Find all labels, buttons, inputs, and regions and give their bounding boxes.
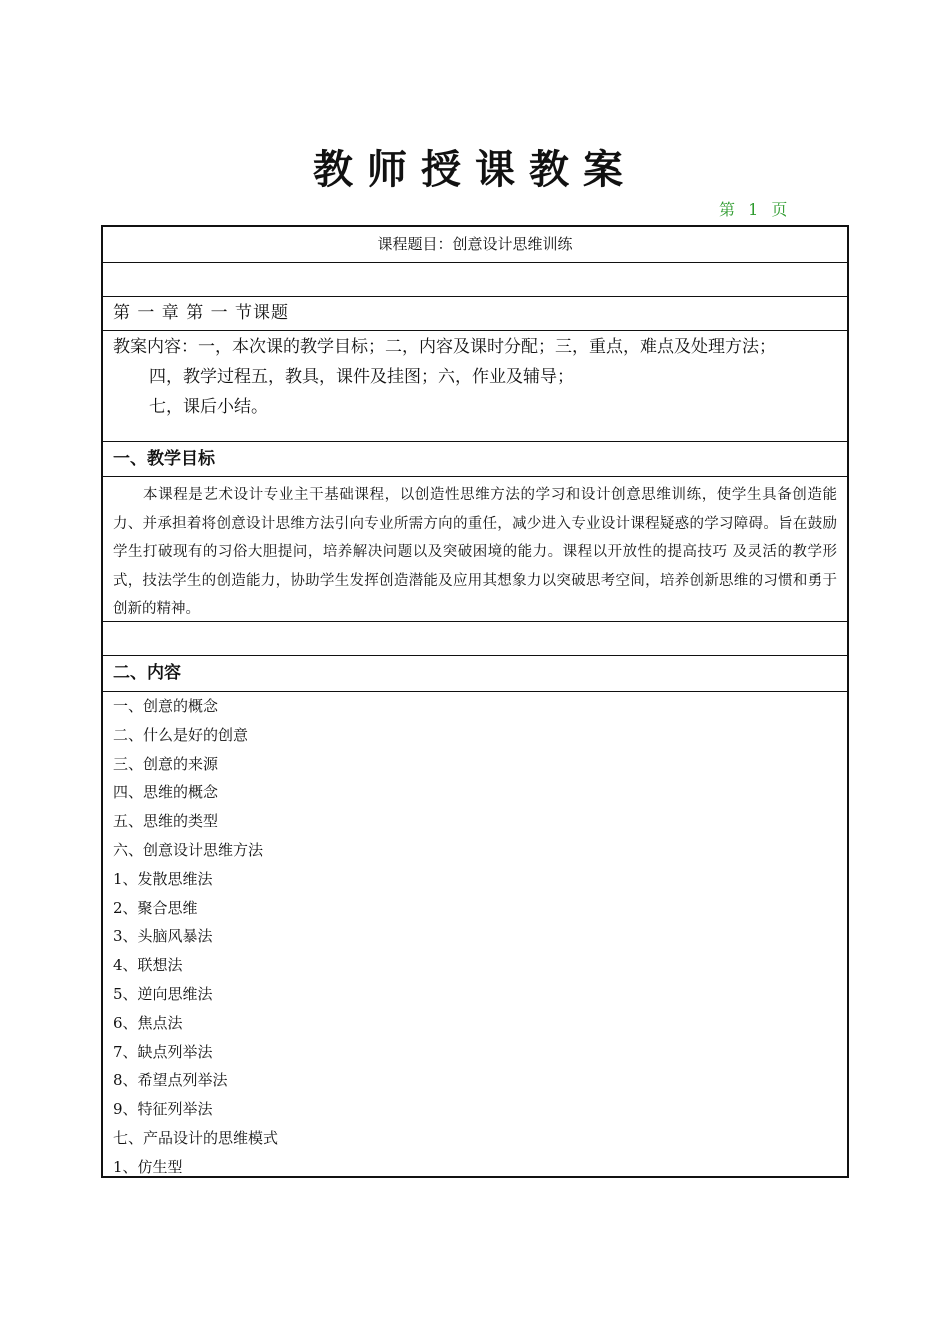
chapter-title: 第 一 章 第 一 节课题 — [113, 303, 290, 323]
list-item: 六、创意设计思维方法 — [113, 840, 264, 859]
list-item: 七、产品设计的思维模式 — [113, 1128, 279, 1147]
list-item: 1、发散思维法 — [113, 869, 213, 888]
list-item: 4、联想法 — [113, 956, 183, 975]
course-title: 课程题目：创意设计思维训练 — [377, 235, 573, 253]
plan-contents-line: 教案内容：一，本次课的教学目标；二，内容及课时分配；三，重点，难点及处理方法； — [113, 337, 776, 357]
empty-row — [103, 263, 847, 297]
plan-contents-row — [103, 331, 847, 442]
chapter-row — [103, 297, 847, 331]
list-item: 3、头脑风暴法 — [113, 927, 213, 946]
list-item: 5、逆向思维法 — [113, 984, 213, 1003]
list-item: 五、思维的类型 — [113, 812, 219, 831]
plan-contents-line: 七，课后小结。 — [149, 397, 268, 417]
document-title: 教师授课教案 — [313, 146, 637, 193]
empty-row — [103, 622, 847, 656]
list-item: 1、仿生型 — [113, 1157, 183, 1176]
content-list — [103, 692, 847, 1180]
teaching-objectives-body: 本课程是艺术设计专业主干基础课程，以创造性思维方法的学习和设计创意思维训练，使学生具备创造能力、并承担着将创意设计思维方法引向专业所需方向的重任，减少进入专业设计课程疑惑的学习障碍。旨在鼓励学生打破现有的习俗大胆提问，培养解决问题以及突破困境的能力。课程以开放性的提高技巧 及灵活的教学形式，技法学生的创造能力，协助学生发挥创造潜能及应用其想象力以突破思考空间，培养创新思维的习惯和勇于创新的精神。 — [103, 477, 847, 622]
lesson-plan-table — [101, 225, 849, 1178]
list-item: 四、思维的概念 — [113, 783, 219, 802]
list-item: 7、缺点列举法 — [113, 1042, 213, 1061]
content-heading: 二、内容 — [113, 663, 181, 683]
teaching-objectives-heading: 一、教学目标 — [113, 449, 215, 469]
list-item: 2、聚合思维 — [113, 898, 198, 917]
course-title-row — [103, 227, 847, 263]
list-item: 三、创意的来源 — [113, 754, 219, 773]
page-number: 第 1 页 — [719, 200, 792, 219]
list-item: 6、焦点法 — [113, 1013, 183, 1032]
plan-contents-line: 四，教学过程五，教具，课件及挂图；六，作业及辅导； — [149, 367, 574, 387]
section-heading-row — [103, 656, 847, 692]
list-item: 8、希望点列举法 — [113, 1071, 228, 1090]
list-item: 9、特征列举法 — [113, 1100, 213, 1119]
list-item: 二、什么是好的创意 — [113, 725, 249, 744]
list-item: 一、创意的概念 — [113, 697, 219, 715]
section-heading-row — [103, 442, 847, 477]
